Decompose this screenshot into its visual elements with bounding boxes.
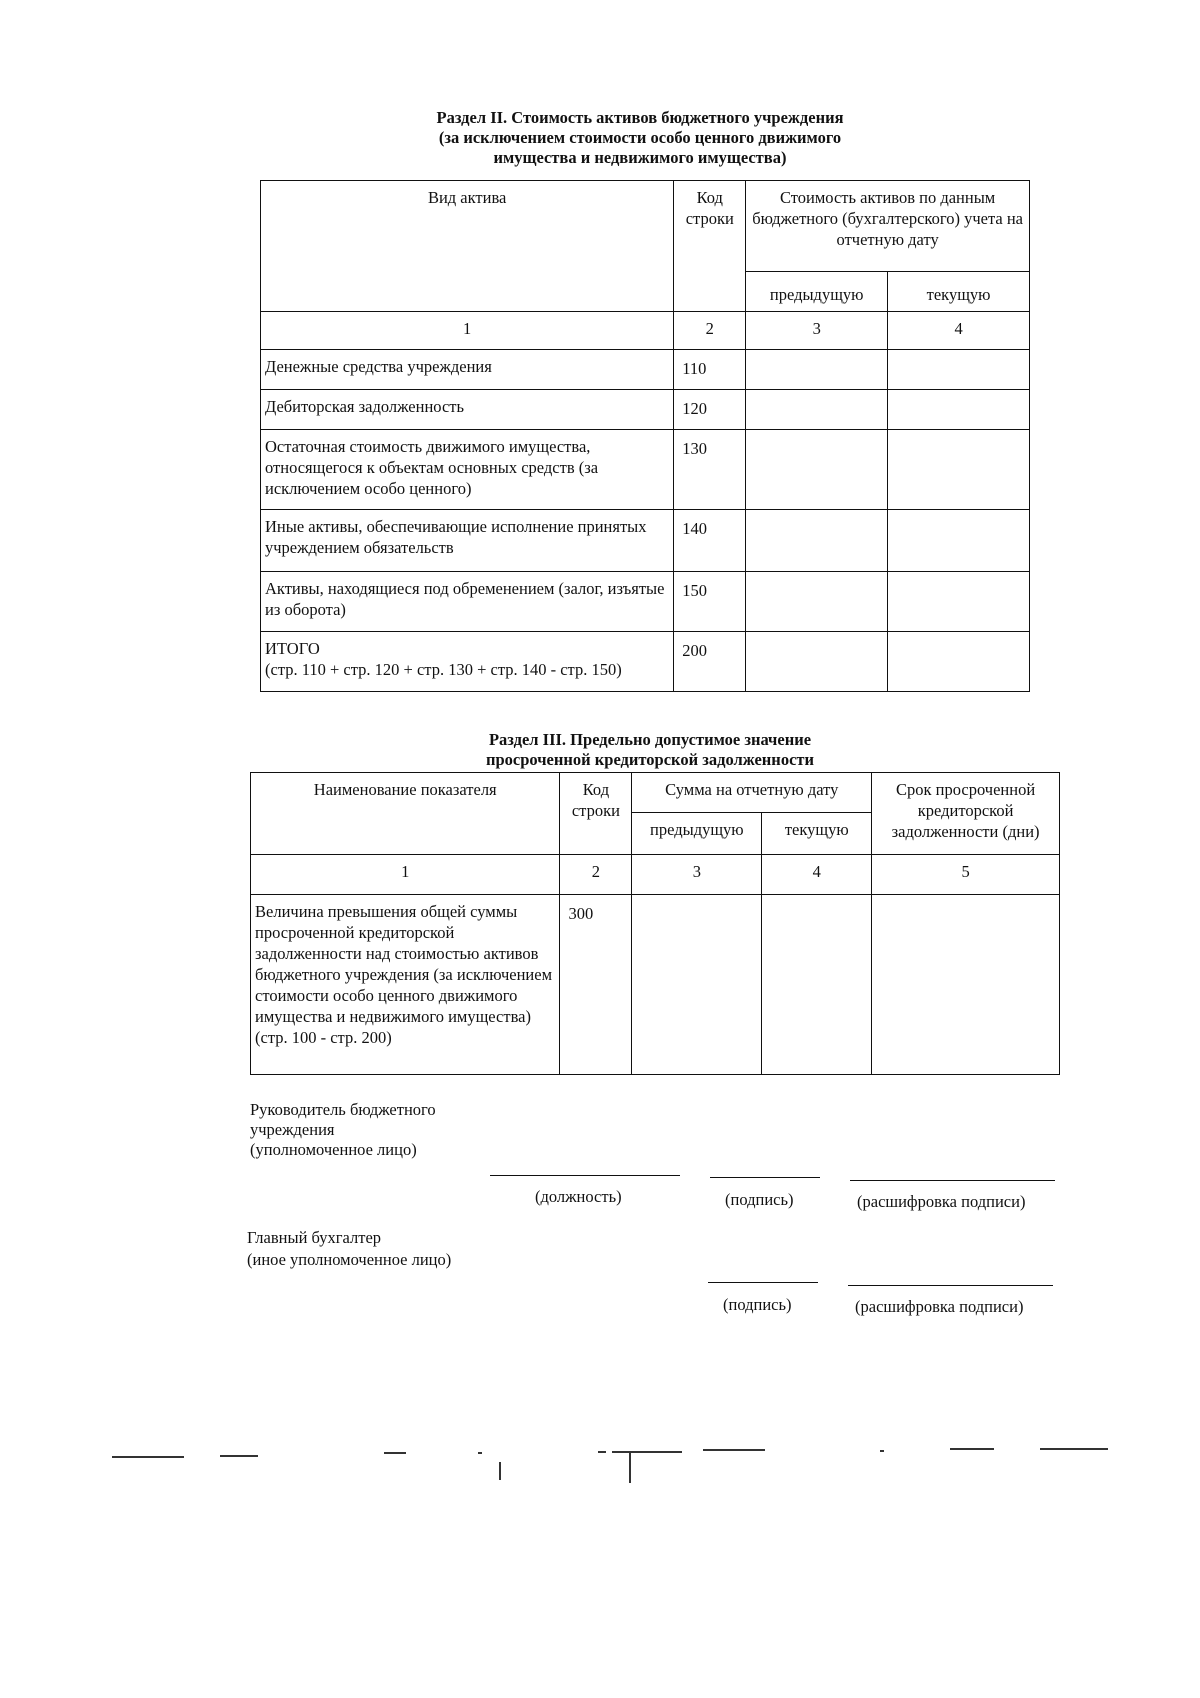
table-row xyxy=(261,350,1030,390)
table-row xyxy=(251,895,1060,1075)
table-row-total xyxy=(261,632,1030,692)
row-current xyxy=(888,510,1030,572)
row-current xyxy=(888,632,1030,692)
col-number-2: 2 xyxy=(674,312,746,350)
row-code: 110 xyxy=(674,350,746,390)
signature-caption: (подпись) xyxy=(725,1190,794,1209)
total-formula: (стр. 110 + стр. 120 + стр. 130 + стр. 140 - стр. 150) xyxy=(265,660,622,679)
header-value-group: Стоимость активов по данным бюджетного (бухгалтерского) учета на отчетную дату xyxy=(746,181,1030,272)
scan-mark xyxy=(112,1456,184,1458)
head-label-line3: (уполномоченное лицо) xyxy=(250,1140,417,1159)
header-indicator: Наименование показателя xyxy=(251,773,560,855)
position-caption: (должность) xyxy=(535,1187,622,1206)
row-previous xyxy=(746,572,888,632)
header-previous: предыдущую xyxy=(632,813,762,855)
head-label-line1: Руководитель бюджетного xyxy=(250,1100,436,1119)
scan-mark xyxy=(612,1451,682,1453)
row-code: 130 xyxy=(674,430,746,510)
row-name: Иные активы, обеспечивающие исполнение принятых учреждением обязательств xyxy=(261,510,674,572)
row-code: 200 xyxy=(674,632,746,692)
row-previous xyxy=(746,430,888,510)
header-code: Код строки xyxy=(674,181,746,312)
accountant-label-line2: (иное уполномоченное лицо) xyxy=(247,1250,452,1269)
row-previous xyxy=(746,390,888,430)
scan-mark xyxy=(629,1451,631,1483)
row-previous xyxy=(746,510,888,572)
row-current xyxy=(888,430,1030,510)
overdue-table xyxy=(250,772,1060,1075)
col-number-1: 1 xyxy=(251,855,560,895)
row-name: Денежные средства учреждения xyxy=(261,350,674,390)
decoding-line xyxy=(850,1180,1055,1181)
row-previous xyxy=(632,895,762,1075)
col-number-3: 3 xyxy=(746,312,888,350)
scan-mark xyxy=(384,1452,406,1454)
scan-mark xyxy=(478,1452,482,1454)
row-code: 140 xyxy=(674,510,746,572)
row-code: 120 xyxy=(674,390,746,430)
row-code: 150 xyxy=(674,572,746,632)
header-sum-group: Сумма на отчетную дату xyxy=(632,773,872,813)
col-number-2: 2 xyxy=(560,855,632,895)
header-previous: предыдущую xyxy=(746,272,888,312)
table-row xyxy=(261,510,1030,572)
section3-title xyxy=(420,730,880,770)
col-number-5: 5 xyxy=(872,855,1060,895)
signature-line-2 xyxy=(708,1282,818,1283)
signature-caption-2: (подпись) xyxy=(723,1295,792,1314)
signature-line xyxy=(710,1177,820,1178)
header-code: Код строки xyxy=(560,773,632,855)
scan-mark xyxy=(1040,1448,1108,1450)
row-name-total xyxy=(261,632,674,692)
scan-mark xyxy=(220,1455,258,1457)
head-label-line2: учреждения xyxy=(250,1120,335,1139)
col-number-3: 3 xyxy=(632,855,762,895)
table-row xyxy=(261,390,1030,430)
header-current: текущую xyxy=(762,813,872,855)
scan-mark xyxy=(499,1462,501,1480)
row-previous xyxy=(746,632,888,692)
row-name: Величина превышения общей суммы просроченной кредиторской задолженности над стоимостью активов бюджетного учреждения (за исключением стоимости особо ценного движимого имущества и недвижимого имущества) (стр. 100 - стр. 200) xyxy=(251,895,560,1075)
row-current xyxy=(888,390,1030,430)
position-line xyxy=(490,1175,680,1176)
scan-mark xyxy=(880,1450,884,1452)
row-current xyxy=(888,350,1030,390)
row-term xyxy=(872,895,1060,1075)
decoding-line-2 xyxy=(848,1285,1053,1286)
row-previous xyxy=(746,350,888,390)
total-label: ИТОГО xyxy=(265,639,320,658)
section2-title-line3: имущества и недвижимого имущества) xyxy=(493,148,787,167)
head-label xyxy=(250,1100,436,1160)
scan-mark xyxy=(703,1449,765,1451)
table-row xyxy=(261,430,1030,510)
col-number-4: 4 xyxy=(888,312,1030,350)
header-asset-type: Вид актива xyxy=(261,181,674,312)
header-current: текущую xyxy=(888,272,1030,312)
row-name: Активы, находящиеся под обременением (залог, изъятые из оборота) xyxy=(261,572,674,632)
assets-table xyxy=(260,180,1030,692)
row-code: 300 xyxy=(560,895,632,1075)
section2-title xyxy=(380,108,900,168)
scan-mark xyxy=(598,1451,606,1453)
col-number-4: 4 xyxy=(762,855,872,895)
header-term: Срок просроченной кредиторской задолженности (дни) xyxy=(872,773,1060,855)
decoding-caption: (расшифровка подписи) xyxy=(857,1192,1026,1211)
scan-mark xyxy=(950,1448,994,1450)
row-name: Остаточная стоимость движимого имущества, относящегося к объектам основных средств (за исключением особо ценного) xyxy=(261,430,674,510)
table-row xyxy=(261,572,1030,632)
row-name: Дебиторская задолженность xyxy=(261,390,674,430)
accountant-label-line1: Главный бухгалтер xyxy=(247,1228,382,1247)
col-number-1: 1 xyxy=(261,312,674,350)
section2-title-line1: Раздел II. Стоимость активов бюджетного учреждения xyxy=(436,108,844,127)
row-current xyxy=(888,572,1030,632)
accountant-label xyxy=(247,1227,451,1271)
section2-title-line2: (за исключением стоимости особо ценного движимого xyxy=(438,128,842,147)
section3-title-line1: Раздел III. Предельно допустимое значение xyxy=(488,730,812,749)
row-current xyxy=(762,895,872,1075)
decoding-caption-2: (расшифровка подписи) xyxy=(855,1297,1024,1316)
section3-title-line2: просроченной кредиторской задолженности xyxy=(485,750,815,769)
